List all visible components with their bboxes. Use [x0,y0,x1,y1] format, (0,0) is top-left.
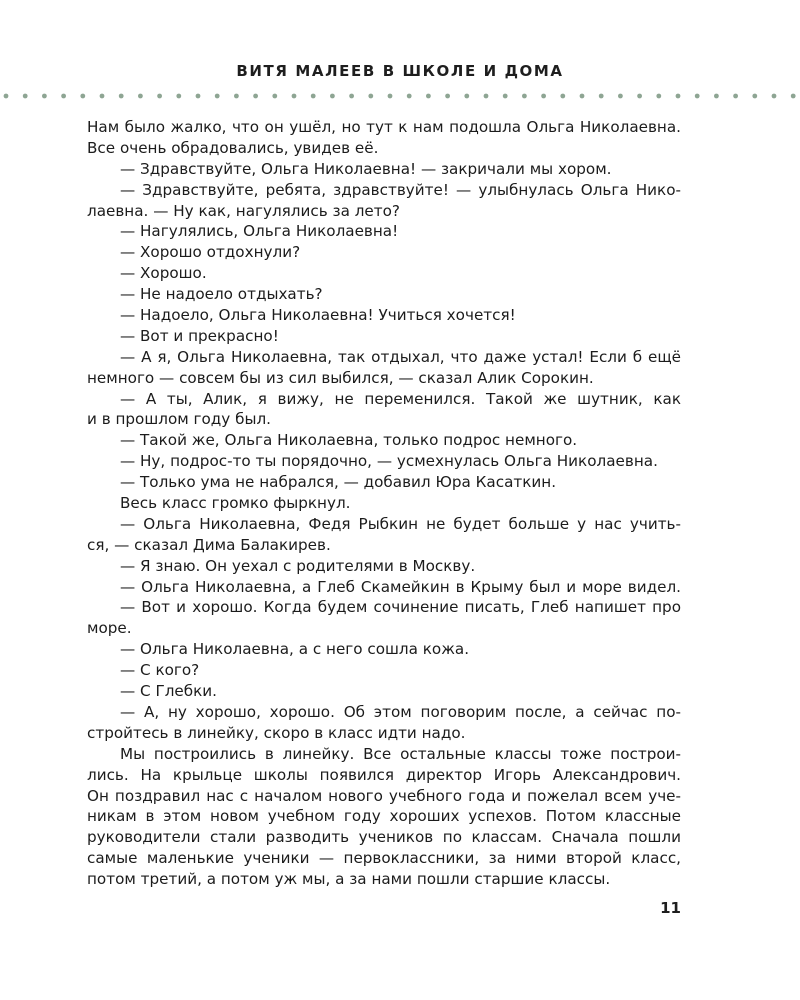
text-line: — Не надоело отдыхать? [120,285,323,304]
text-line: — С Глебки. [120,682,217,701]
text-line: — А ты, Алик, я вижу, не переменился. Такой же шутник, как [120,389,681,408]
text-line: — А, ну хорошо, хорошо. Об этом поговорим после, а сейчас по- [120,702,681,721]
text-line: руководители стали разводить учеников по классам. Сначала пошли [87,828,681,847]
text-line: — С кого? [120,661,200,680]
ornament-dot [253,94,258,99]
text-line: — Здравствуйте, ребята, здравствуйте! — улыбнулась Ольга Нико- [120,180,681,199]
text-line: — Нагулялись, Ольга Николаевна! [120,222,399,241]
ornament-dot [388,94,393,99]
ornament-dot [772,94,777,99]
ornament-dot [100,94,105,99]
ornament-dot [599,94,604,99]
ornament-dot [292,94,297,99]
ornament-dot [618,94,623,99]
text-line: — Ольга Николаевна, Федя Рыбкин не будет больше у нас учить- [120,514,681,533]
ornament-dot [714,94,719,99]
text-line: потом третий, а потом уж мы, а за нами пошли старшие классы. [87,870,611,889]
text-line: Он поздравил нас с началом нового учебного года и пожелал всем уче- [87,786,681,805]
ornament-dot [330,94,335,99]
text-line: самые маленькие ученики — первоклассники, за ними второй класс, [87,849,681,868]
ornament-dot [119,94,124,99]
ornament-dot [42,94,47,99]
text-line: — Хорошо отдохнули? [120,243,301,262]
ornament-dot [656,94,661,99]
text-line: лаевна. — Ну как, нагулялись за лето? [87,201,400,220]
dotted-ornament-rule [0,92,800,100]
ornament-dot [676,94,681,99]
ornament-dot [580,94,585,99]
text-line: Нам было жалко, что он ушёл, но тут к нам подошла Ольга Николаевна. [87,118,681,136]
text-line: Все очень обрадовались, увидев её. [87,138,379,157]
ornament-dot [4,94,9,99]
text-line: Весь класс громко фыркнул. [120,494,351,513]
ornament-dot [484,94,489,99]
ornament-dot [503,94,508,99]
text-line: — Ольга Николаевна, а Глеб Скамейкин в Крыму был и море видел. [120,577,681,596]
text-line: море. [87,619,132,638]
ornament-dot [560,94,565,99]
ornament-dot [407,94,412,99]
ornament-dot [23,94,28,99]
text-line: — Вот и хорошо. Когда будем сочинение писать, Глеб напишет про [120,598,681,617]
text-line: — Хорошо. [120,264,207,283]
text-line: — Вот и прекрасно! [120,326,279,345]
text-line: — Я знаю. Он уехал с родителями в Москву. [120,556,476,575]
text-line: немного — совсем бы из сил выбился, — сказал Алик Сорокин. [87,368,594,387]
ornament-dot [272,94,277,99]
text-line: — Такой же, Ольга Николаевна, только подрос немного. [120,431,578,450]
ornament-dot [61,94,66,99]
text-line: никам в этом новом учебном году хороших успехов. Потом классные [87,807,681,826]
ornament-dot [138,94,143,99]
ornament-dot [733,94,738,99]
ornament-dot [695,94,700,99]
ornament-dot [349,94,354,99]
ornament-dot [80,94,85,99]
ornament-dot [157,94,162,99]
ornament-dot [176,94,181,99]
text-line: — Только ума не набрался, — добавил Юра Касаткин. [120,473,557,492]
text-line: лись. На крыльце школы появился директор Игорь Александрович. [87,765,681,784]
ornament-dot [522,94,527,99]
text-line: стройтесь в линейку, скоро в класс идти надо. [87,723,466,742]
running-head-title: ВИТЯ МАЛЕЕВ В ШКОЛЕ И ДОМА [236,62,564,80]
ornament-dot [215,94,220,99]
text-line: ся, — сказал Дима Балакирев. [87,535,331,554]
ornament-dot [445,94,450,99]
text-line: — Надоело, Ольга Николаевна! Учиться хочется! [120,306,516,325]
ornament-dot [311,94,316,99]
text-line: Мы построились в линейку. Все остальные классы тоже построи- [120,744,681,763]
ornament-dot [426,94,431,99]
ornament-dot [464,94,469,99]
text-line: — Ольга Николаевна, а с него сошла кожа. [120,640,470,659]
text-line: — Ну, подрос-то ты порядочно, — усмехнулась Ольга Николаевна. [120,452,658,471]
ornament-dot [234,94,239,99]
ornament-dot [791,94,796,99]
text-line: — А я, Ольга Николаевна, так отдыхал, что даже устал! Если б ещё [120,347,681,366]
ornament-dot [196,94,201,99]
ornament-dot [752,94,757,99]
ornament-dot [541,94,546,99]
body-text [87,117,681,890]
ornament-dot [637,94,642,99]
page-number: 11 [660,899,681,917]
text-line: — Здравствуйте, Ольга Николаевна! — закричали мы хором. [120,159,612,178]
text-line: и в прошлом году был. [87,410,272,429]
ornament-dot [368,94,373,99]
